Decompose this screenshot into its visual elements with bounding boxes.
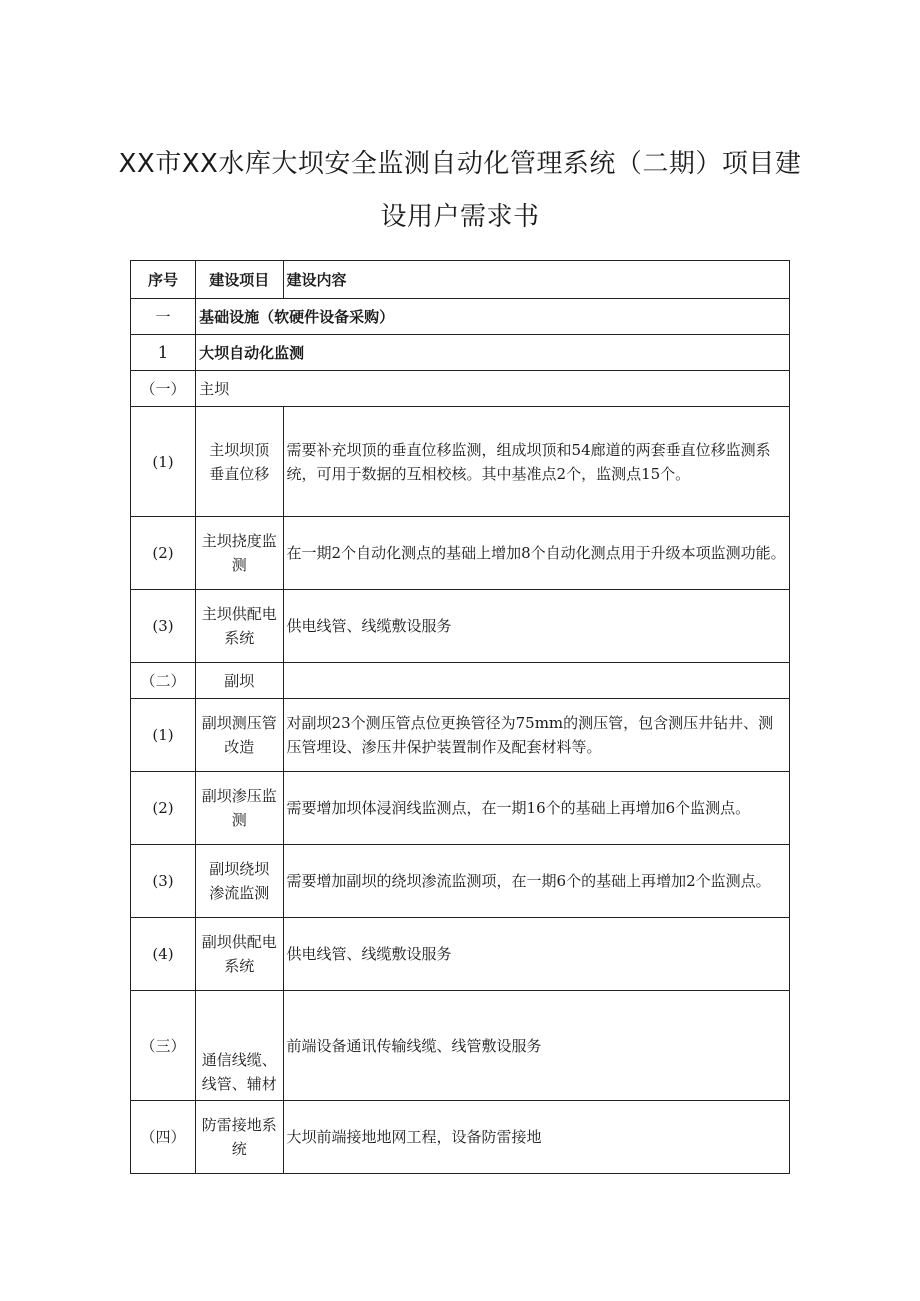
row-no: (4): [131, 918, 196, 991]
row-item: [196, 1101, 283, 1174]
row-no: (1): [131, 407, 196, 517]
row-item-line2: 线管、辅材: [201, 1075, 277, 1093]
group-no: （二）: [131, 663, 196, 699]
header-no: 序号: [131, 261, 196, 299]
section-no: 1: [131, 335, 196, 371]
row-item-line1: 副坝测压管: [201, 714, 277, 732]
header-item: 建设项目: [196, 261, 283, 299]
row-item: [196, 772, 283, 845]
group-row: [131, 371, 790, 407]
row-content: 在一期2个自动化测点的基础上增加8个自动化测点用于升级本项监测功能。: [283, 517, 789, 590]
table-row: [131, 918, 790, 991]
row-content: 对副坝23个测压管点位更换管径为75mm的测压管，包含测压井钻井、测压管埋设、渗压井保护装置制作及配套材料等。: [283, 699, 789, 772]
row-no: （四）: [131, 1101, 196, 1174]
row-no: (1): [131, 699, 196, 772]
row-content: 大坝前端接地地网工程，设备防雷接地: [283, 1101, 789, 1174]
section-label: 大坝自动化监测: [196, 335, 790, 371]
row-item: [196, 845, 283, 918]
section-row: [131, 299, 790, 335]
row-content: 供电线管、线缆敷设服务: [283, 590, 789, 663]
table-row: [131, 407, 790, 517]
table-row: [131, 590, 790, 663]
group-no: （一）: [131, 371, 196, 407]
row-item-line2: 渗流监测: [209, 884, 270, 902]
group-row: [131, 663, 790, 699]
requirements-table: [130, 260, 790, 1174]
row-item-line2: 测: [231, 556, 247, 574]
row-item-line1: 主坝供配电: [201, 605, 277, 623]
row-item-line1: 副坝绕坝: [209, 860, 270, 878]
table-row: [131, 699, 790, 772]
row-item: [196, 991, 283, 1101]
row-content: 前端设备通讯传输线缆、线管敷设服务: [283, 991, 789, 1101]
row-no: （三）: [131, 991, 196, 1101]
group-label: 主坝: [196, 371, 790, 407]
table-row: [131, 845, 790, 918]
row-item-line1: 副坝渗压监: [201, 787, 277, 805]
row-item: [196, 918, 283, 991]
row-item-line2: 系统: [224, 957, 255, 975]
row-item-line2: 统: [231, 1140, 247, 1158]
table-row: [131, 991, 790, 1101]
section-label: 基础设施（软硬件设备采购）: [196, 299, 790, 335]
row-item-line2: 系统: [224, 629, 255, 647]
row-item-line2: 垂直位移: [209, 464, 270, 483]
row-item-line1: 主坝坝顶: [209, 440, 270, 459]
row-content: 需要增加坝体浸润线监测点，在一期16个的基础上再增加6个监测点。: [283, 772, 789, 845]
row-no: (3): [131, 845, 196, 918]
row-content: 供电线管、线缆敷设服务: [283, 918, 789, 991]
document-title-line2: 设用户需求书: [380, 202, 540, 232]
section-no: 一: [131, 299, 196, 335]
empty-cell: [283, 663, 789, 699]
row-content: 需要补充坝顶的垂直位移监测，组成坝顶和54廊道的两套垂直位移监测系统，可用于数据的互相校核。其中基准点2个，监测点15个。: [283, 407, 789, 517]
section-row: [131, 335, 790, 371]
row-item-line1: 主坝挠度监: [201, 532, 277, 550]
row-item-line1: 副坝供配电: [201, 933, 277, 951]
table-row: [131, 772, 790, 845]
row-content: 需要增加副坝的绕坝渗流监测项，在一期6个的基础上再增加2个监测点。: [283, 845, 789, 918]
document-title-line1: XX市XX水库大坝安全监测自动化管理系统（二期）项目建: [118, 149, 802, 179]
row-item-line1: 通信线缆、: [201, 1051, 277, 1069]
row-item: [196, 699, 283, 772]
row-item: [196, 517, 283, 590]
table-row: [131, 1101, 790, 1174]
row-item: [196, 407, 283, 517]
table-row: [131, 517, 790, 590]
row-item-line2: 改造: [224, 738, 255, 756]
row-item-line2: 测: [231, 811, 247, 829]
row-no: (2): [131, 772, 196, 845]
group-label: 副坝: [196, 663, 283, 699]
table-header-row: [131, 261, 790, 299]
row-item-line1: 防雷接地系: [201, 1116, 277, 1134]
row-item: [196, 590, 283, 663]
row-no: (3): [131, 590, 196, 663]
header-content: 建设内容: [283, 261, 789, 299]
row-no: (2): [131, 517, 196, 590]
